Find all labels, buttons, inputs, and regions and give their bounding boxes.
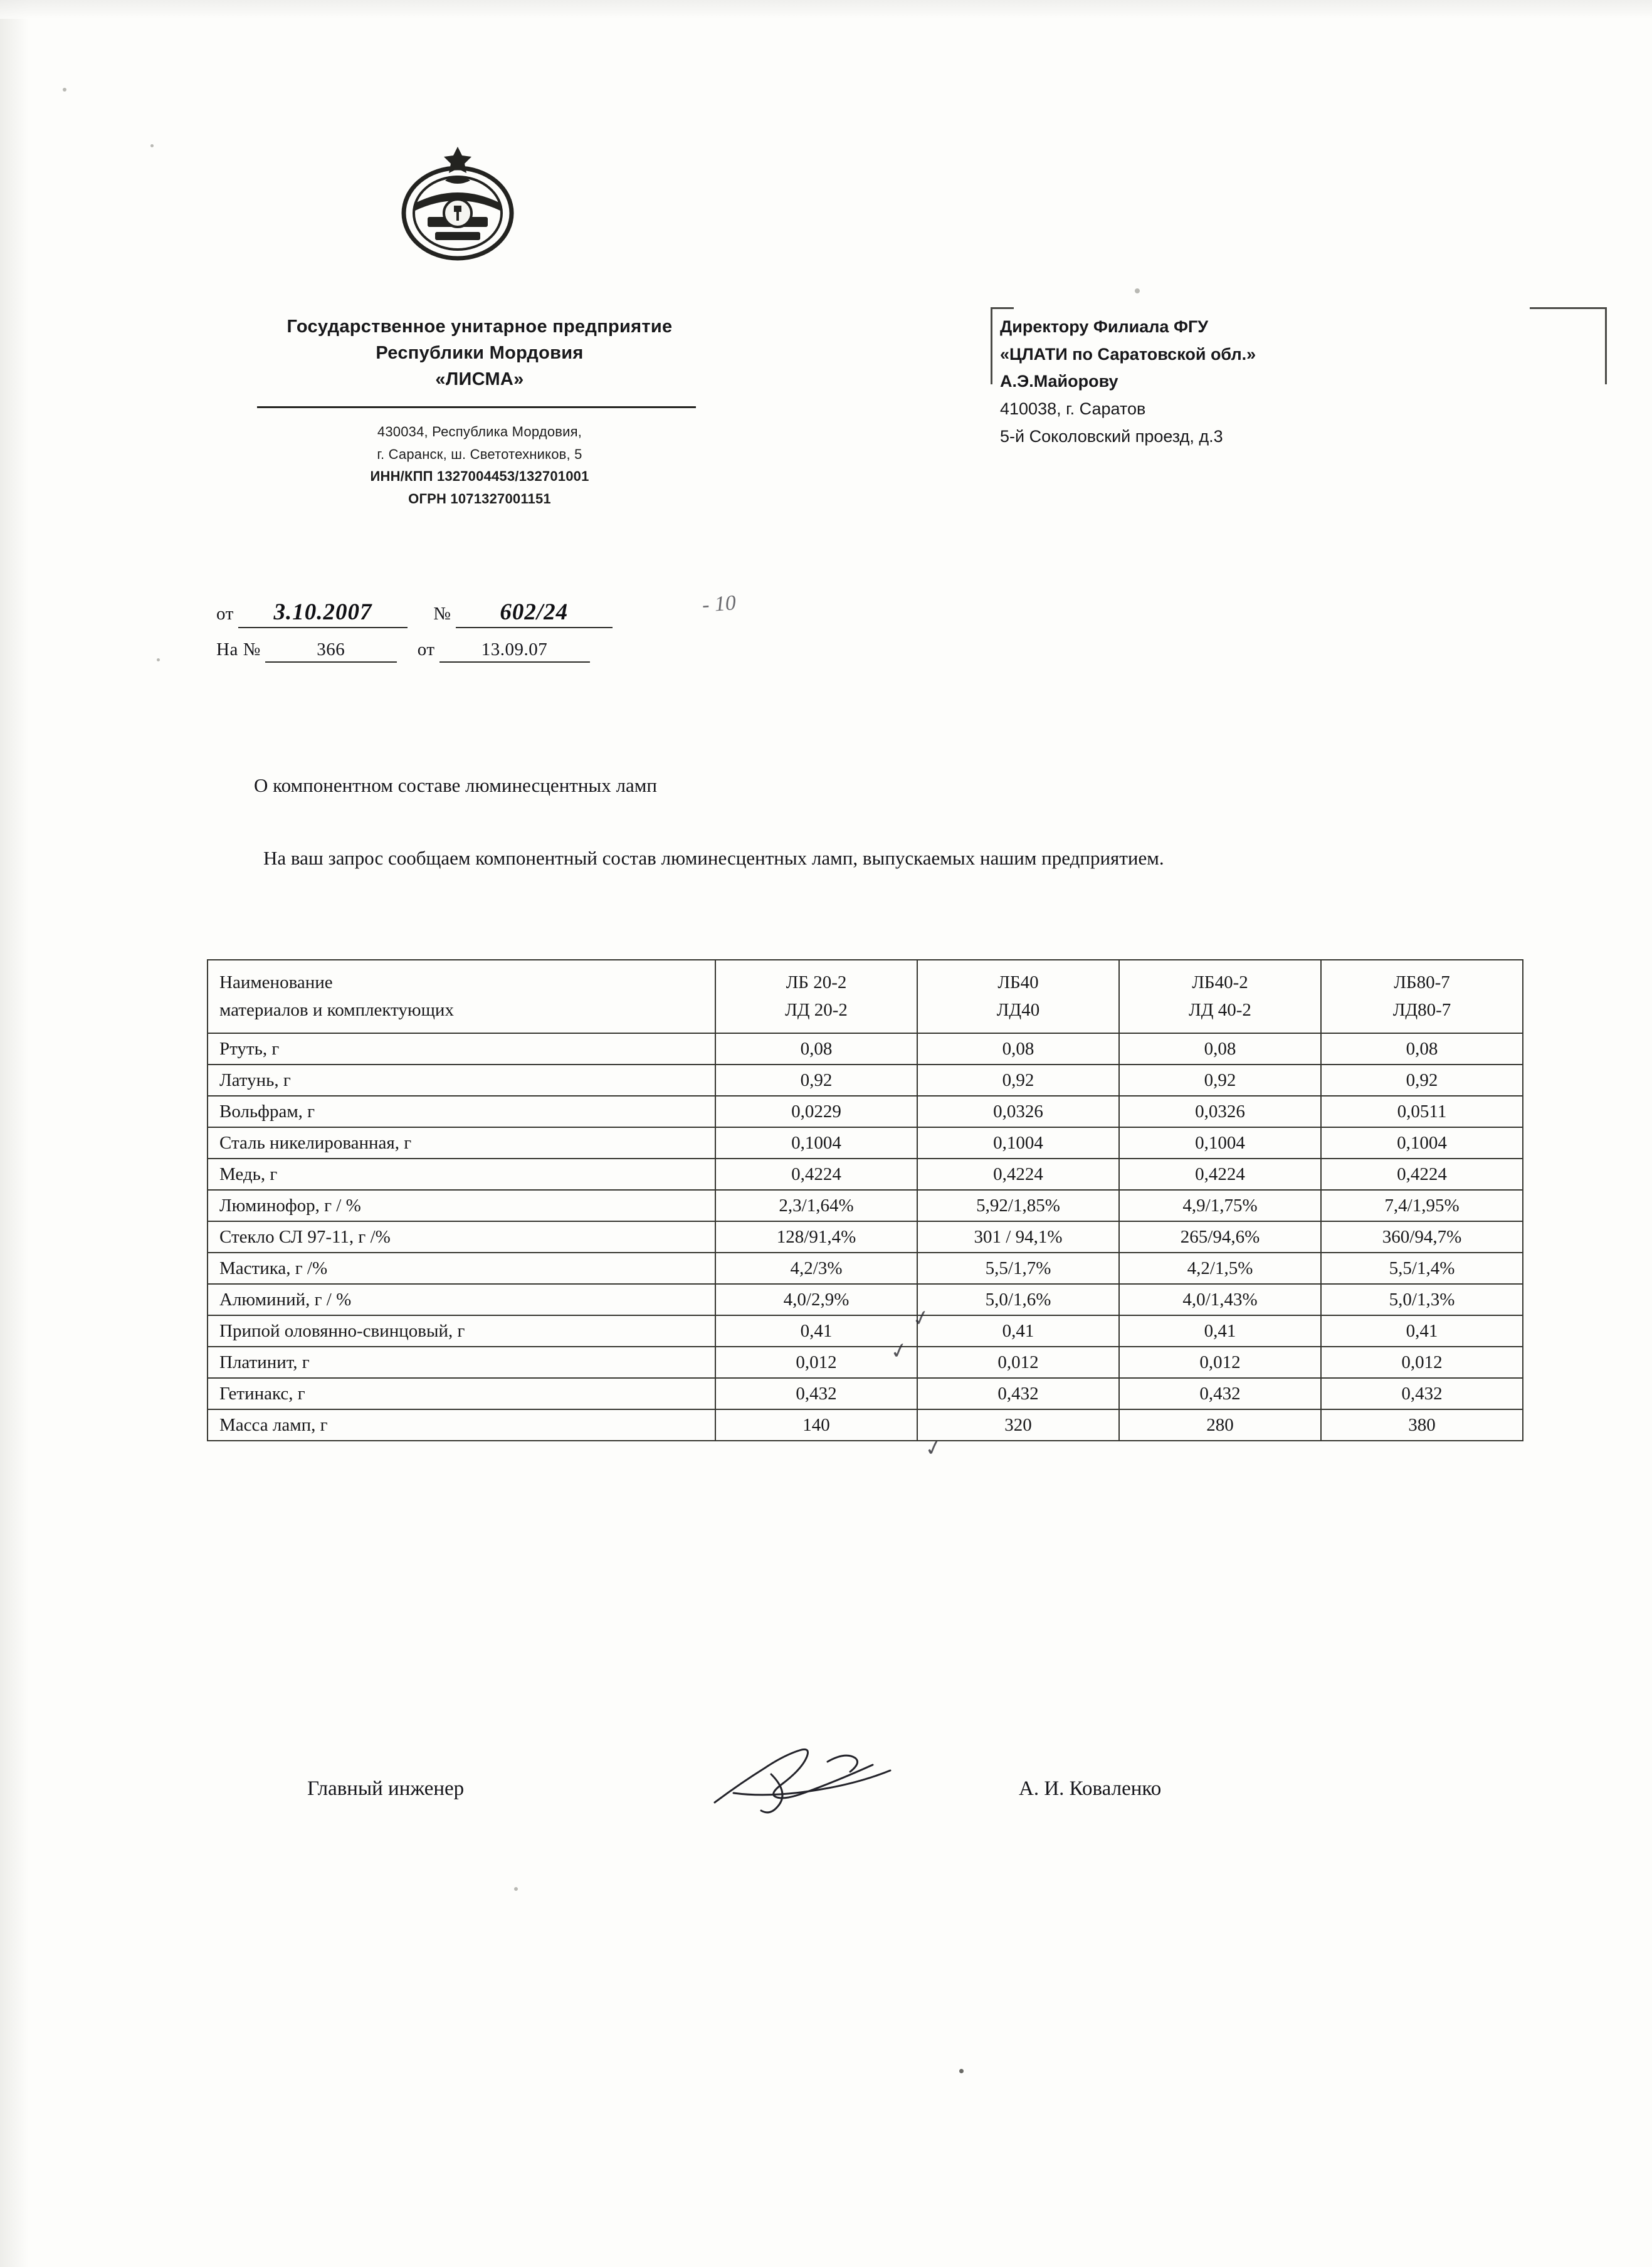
row-value-3: 280 (1119, 1409, 1321, 1441)
table-row (208, 1096, 1523, 1127)
row-value-1: 2,3/1,64% (715, 1190, 917, 1221)
scan-edge-left (0, 0, 29, 2267)
scan-speck (1135, 288, 1140, 293)
body-paragraph (207, 843, 1580, 873)
scan-speck (150, 144, 154, 147)
row-value-3: 0,012 (1119, 1347, 1321, 1378)
org-title-line-2: Республики Мордовия (376, 343, 584, 364)
row-value-4: 0,92 (1321, 1065, 1523, 1096)
row-value-2: 5,92/1,85% (917, 1190, 1119, 1221)
row-value-2: 0,92 (917, 1065, 1119, 1096)
row-value-3: 4,2/1,5% (1119, 1253, 1321, 1284)
addressee-line-4: 410038, г. Саратов (1000, 399, 1146, 419)
row-value-1: 0,1004 (715, 1127, 917, 1159)
org-address-line-1: 430034, Республика Мордовия, (377, 424, 582, 440)
row-name: Люминофор, г / % (208, 1190, 715, 1221)
row-value-2: 5,0/1,6% (917, 1284, 1119, 1315)
addressee-line-1: Директору Филиала ФГУ (1000, 317, 1209, 336)
row-value-1: 0,41 (715, 1315, 917, 1347)
subject-line: О компонентном составе люминесцентных ламп (254, 774, 657, 796)
row-value-3: 0,0326 (1119, 1096, 1321, 1127)
handwritten-check-icon: ✓ (910, 1305, 933, 1332)
table-row (208, 1409, 1523, 1441)
row-value-2: 0,012 (917, 1347, 1119, 1378)
from-label: от (216, 604, 234, 624)
row-value-3: 0,1004 (1119, 1127, 1321, 1159)
signature-title: Главный инженер (307, 1777, 465, 1800)
row-value-2: 0,432 (917, 1378, 1119, 1409)
row-value-2: 0,41 (917, 1315, 1119, 1347)
reply-number: 366 (265, 639, 397, 663)
row-value-4: 0,41 (1321, 1315, 1523, 1347)
row-value-4: 0,4224 (1321, 1159, 1523, 1190)
org-inn-kpp: ИНН/КПП 1327004453/132701001 (370, 468, 589, 485)
header-col1-line2: ЛД 20-2 (785, 999, 848, 1020)
row-value-3: 0,92 (1119, 1065, 1321, 1096)
reply-label: На № (216, 639, 261, 660)
header-col3-line2: ЛД 40-2 (1189, 999, 1251, 1020)
table-row (208, 1284, 1523, 1315)
composition-table (207, 959, 1523, 1441)
header-column-3 (1119, 960, 1321, 1033)
row-value-4: 0,08 (1321, 1033, 1523, 1065)
composition-table-wrapper (207, 959, 1523, 1462)
header-col1-line1: ЛБ 20-2 (786, 972, 847, 992)
table-row (208, 1378, 1523, 1409)
table-row (208, 1065, 1523, 1096)
row-name: Латунь, г (208, 1065, 715, 1096)
row-name: Сталь никелированная, г (208, 1127, 715, 1159)
row-value-1: 4,0/2,9% (715, 1284, 917, 1315)
row-value-4: 0,012 (1321, 1347, 1523, 1378)
reference-block (216, 599, 613, 663)
row-value-1: 0,012 (715, 1347, 917, 1378)
table-row (208, 1221, 1523, 1253)
header-name-line-1: Наименование (219, 972, 333, 992)
row-name: Гетинакс, г (208, 1378, 715, 1409)
org-title-line-1: Государственное унитарное предприятие (287, 317, 673, 337)
scan-speck (63, 88, 66, 92)
row-value-4: 360/94,7% (1321, 1221, 1523, 1253)
org-title-line-3: «ЛИСМА» (435, 369, 524, 390)
number-annotation: - 10 (701, 591, 737, 617)
reply-date: 13.09.07 (439, 639, 590, 663)
row-value-4: 7,4/1,95% (1321, 1190, 1523, 1221)
row-name: Масса ламп, г (208, 1409, 715, 1441)
scan-speck (514, 1887, 518, 1891)
coat-of-arms-icon (389, 143, 527, 278)
row-value-3: 0,432 (1119, 1378, 1321, 1409)
header-col2-line1: ЛБ40 (997, 972, 1039, 992)
header-col4-line1: ЛБ80-7 (1394, 972, 1450, 992)
table-row (208, 1253, 1523, 1284)
from-date: 3.10.2007 (238, 599, 408, 628)
row-value-2: 0,4224 (917, 1159, 1119, 1190)
table-row (208, 1159, 1523, 1190)
addressee-line-3: А.Э.Майорову (1000, 372, 1118, 391)
scan-edge-top (0, 0, 1652, 19)
row-value-3: 0,4224 (1119, 1159, 1321, 1190)
org-ogrn: ОГРН 1071327001151 (408, 491, 551, 507)
row-value-1: 0,4224 (715, 1159, 917, 1190)
addressee-line-2: «ЦЛАТИ по Саратовской обл.» (1000, 344, 1256, 364)
row-value-1: 128/91,4% (715, 1221, 917, 1253)
header-divider (257, 406, 696, 408)
header-name-line-2: материалов и комплектующих (219, 999, 454, 1020)
addressee-line-5: 5-й Соколовский проезд, д.3 (1000, 426, 1223, 446)
row-name: Медь, г (208, 1159, 715, 1190)
header-column-4 (1321, 960, 1523, 1033)
row-value-1: 0,0229 (715, 1096, 917, 1127)
row-name: Припой оловянно-свинцовый, г (208, 1315, 715, 1347)
header-col2-line2: ЛД40 (996, 999, 1040, 1020)
row-value-4: 380 (1321, 1409, 1523, 1441)
scan-speck (959, 2069, 964, 2073)
row-value-2: 301 / 94,1% (917, 1221, 1119, 1253)
row-value-4: 0,1004 (1321, 1127, 1523, 1159)
row-name: Стекло СЛ 97-11, г /% (208, 1221, 715, 1253)
table-row (208, 1190, 1523, 1221)
signature-name: А. И. Коваленко (1019, 1777, 1162, 1800)
row-value-3: 4,0/1,43% (1119, 1284, 1321, 1315)
handwritten-signature-icon (696, 1743, 972, 1818)
table-header-row (208, 960, 1523, 1033)
row-value-2: 0,1004 (917, 1127, 1119, 1159)
row-value-2: 0,08 (917, 1033, 1119, 1065)
row-value-1: 140 (715, 1409, 917, 1441)
table-row (208, 1347, 1523, 1378)
body-text: На ваш запрос сообщаем компонентный состав люминесцентных ламп, выпускаемых нашим предприятием. (263, 847, 1164, 869)
row-value-1: 0,08 (715, 1033, 917, 1065)
row-value-4: 0,432 (1321, 1378, 1523, 1409)
header-column-2 (917, 960, 1119, 1033)
row-name: Мастика, г /% (208, 1253, 715, 1284)
row-value-4: 5,5/1,4% (1321, 1253, 1523, 1284)
handwritten-check-icon: ✓ (888, 1338, 911, 1365)
organization-block (207, 313, 752, 510)
row-value-3: 0,08 (1119, 1033, 1321, 1065)
handwritten-check-icon: ✓ (922, 1435, 945, 1462)
row-value-4: 0,0511 (1321, 1096, 1523, 1127)
row-name: Платинит, г (208, 1347, 715, 1378)
number-value: 602/24 (456, 599, 613, 628)
header-name-cell (208, 960, 715, 1033)
table-row (208, 1315, 1523, 1347)
row-value-2: 320 (917, 1409, 1119, 1441)
row-value-1: 4,2/3% (715, 1253, 917, 1284)
header-column-1 (715, 960, 917, 1033)
addressee-block (1000, 313, 1583, 451)
reply-date-label: от (417, 639, 435, 660)
table-row (208, 1033, 1523, 1065)
row-value-1: 0,92 (715, 1065, 917, 1096)
row-value-2: 0,0326 (917, 1096, 1119, 1127)
row-value-3: 0,41 (1119, 1315, 1321, 1347)
row-value-3: 265/94,6% (1119, 1221, 1321, 1253)
row-value-2: 5,5/1,7% (917, 1253, 1119, 1284)
header-col4-line2: ЛД80-7 (1392, 999, 1451, 1020)
row-value-3: 4,9/1,75% (1119, 1190, 1321, 1221)
row-name: Алюминий, г / % (208, 1284, 715, 1315)
row-value-1: 0,432 (715, 1378, 917, 1409)
org-address-line-2: г. Саранск, ш. Светотехников, 5 (377, 446, 582, 462)
scan-speck (157, 658, 160, 661)
row-name: Ртуть, г (208, 1033, 715, 1065)
number-label: № (433, 604, 451, 624)
table-row (208, 1127, 1523, 1159)
row-name: Вольфрам, г (208, 1096, 715, 1127)
row-value-4: 5,0/1,3% (1321, 1284, 1523, 1315)
header-col3-line1: ЛБ40-2 (1192, 972, 1248, 992)
